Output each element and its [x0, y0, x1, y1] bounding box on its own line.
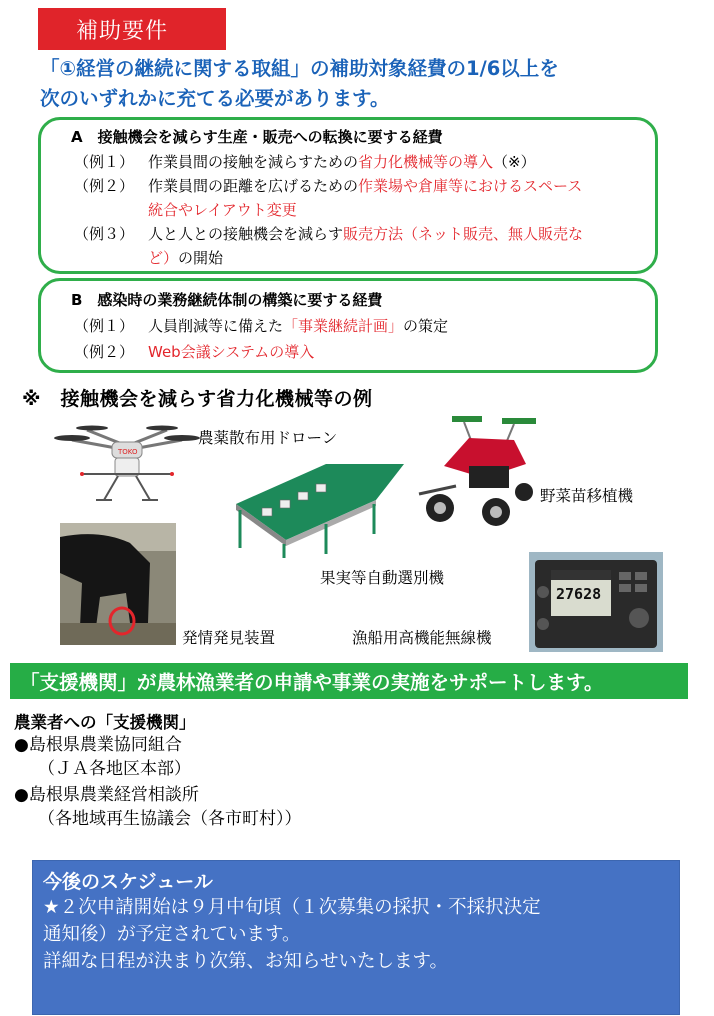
- example-tail: の開始: [178, 249, 224, 267]
- estrus-detector-label: 発情発見装置: [182, 629, 276, 647]
- lead-line-1: 「①経営の継続に関する取組」の補助対象経費の1/6以上を: [40, 57, 559, 80]
- example-red-text: 販売方法（ネット販売、無人販売な: [343, 225, 584, 243]
- example-red-text: 省力化機械等の導入: [358, 153, 494, 171]
- example-label: （例２）: [74, 343, 135, 361]
- example-text: 作業員間の距離を広げるための: [148, 177, 359, 195]
- estrus-detector-photo: [60, 523, 176, 645]
- example-text: 人員削減等に備えた: [148, 317, 284, 335]
- box-b-example-2: [74, 340, 314, 364]
- radio-display-value: 27628: [556, 585, 602, 603]
- schedule-line-3: 詳細な日程が決まり次第、お知らせいたします。: [43, 951, 448, 972]
- box-a-heading: A 接触機会を減らす生産・販売への転換に要する経費: [71, 128, 443, 146]
- example-tail: （※）: [493, 153, 536, 171]
- support-item-2-sub: （各地域再生協議会（各市町村））: [38, 809, 302, 829]
- transplanter-photo: [414, 408, 544, 530]
- example-red-text-cont: ど）: [148, 249, 179, 267]
- box-a: [38, 117, 658, 274]
- lead-text: [40, 54, 700, 114]
- example-text: 人と人との接触機会を減らす: [148, 225, 344, 243]
- box-a-example-1: [74, 150, 536, 174]
- drone-brand: TOKO: [118, 448, 138, 456]
- drone-photo: [52, 416, 202, 512]
- example-red-text: Web会議システムの導入: [148, 343, 315, 361]
- example-label: （例１）: [74, 317, 135, 335]
- sorter-photo: [226, 444, 406, 560]
- example-label: （例２）: [74, 177, 135, 195]
- section-tag-label: 補助要件: [76, 18, 169, 44]
- example-3-cont: [148, 246, 223, 270]
- machines-heading: ※ 接触機会を減らす省力化機械等の例: [22, 388, 373, 410]
- box-a-example-3: [74, 222, 583, 246]
- section-tag: [38, 8, 226, 50]
- support-item-1: ●島根県農業協同組合: [14, 735, 182, 755]
- box-b: [38, 278, 658, 373]
- box-a-example-2: [74, 174, 582, 198]
- example-label: （例１）: [74, 153, 135, 171]
- schedule-line-1: ★２次申請開始は９月中旬頃（１次募集の採択・不採択決定: [43, 897, 541, 918]
- support-banner-text: 「支援機関」が農林漁業者の申請や事業の実施をサポートします。: [20, 671, 604, 694]
- transplanter-label: 野菜苗移植機: [540, 487, 634, 505]
- schedule-title: 今後のスケジュール: [43, 871, 213, 893]
- example-red-text: 「事業継続計画」: [283, 317, 404, 335]
- example-text: 作業員間の接触を減らすための: [148, 153, 359, 171]
- schedule-line-2: 通知後）が予定されています。: [43, 924, 301, 945]
- example-red-text-cont: 統合やレイアウト変更: [148, 201, 297, 219]
- example-label: （例３）: [74, 225, 135, 243]
- sorter-label: 果実等自動選別機: [320, 569, 445, 587]
- support-item-1-sub: （ＪＡ各地区本部）: [38, 759, 191, 779]
- box-b-heading: B 感染時の業務継続体制の構築に要する経費: [71, 291, 383, 309]
- lead-line-2: 次のいずれかに充てる必要があります。: [40, 87, 390, 110]
- example-red-text: 作業場や倉庫等におけるスペース: [358, 177, 583, 195]
- example-tail: の策定: [403, 317, 449, 335]
- support-item-2: ●島根県農業経営相談所: [14, 785, 199, 805]
- drone-label: 農薬散布用ドローン: [198, 429, 338, 447]
- support-heading: 農業者への「支援機関」: [14, 713, 196, 732]
- support-banner: [10, 663, 688, 699]
- box-b-example-1: [74, 314, 448, 338]
- radio-photo: [529, 552, 663, 652]
- radio-label: 漁船用高機能無線機: [352, 629, 492, 647]
- schedule-box: [32, 860, 680, 1015]
